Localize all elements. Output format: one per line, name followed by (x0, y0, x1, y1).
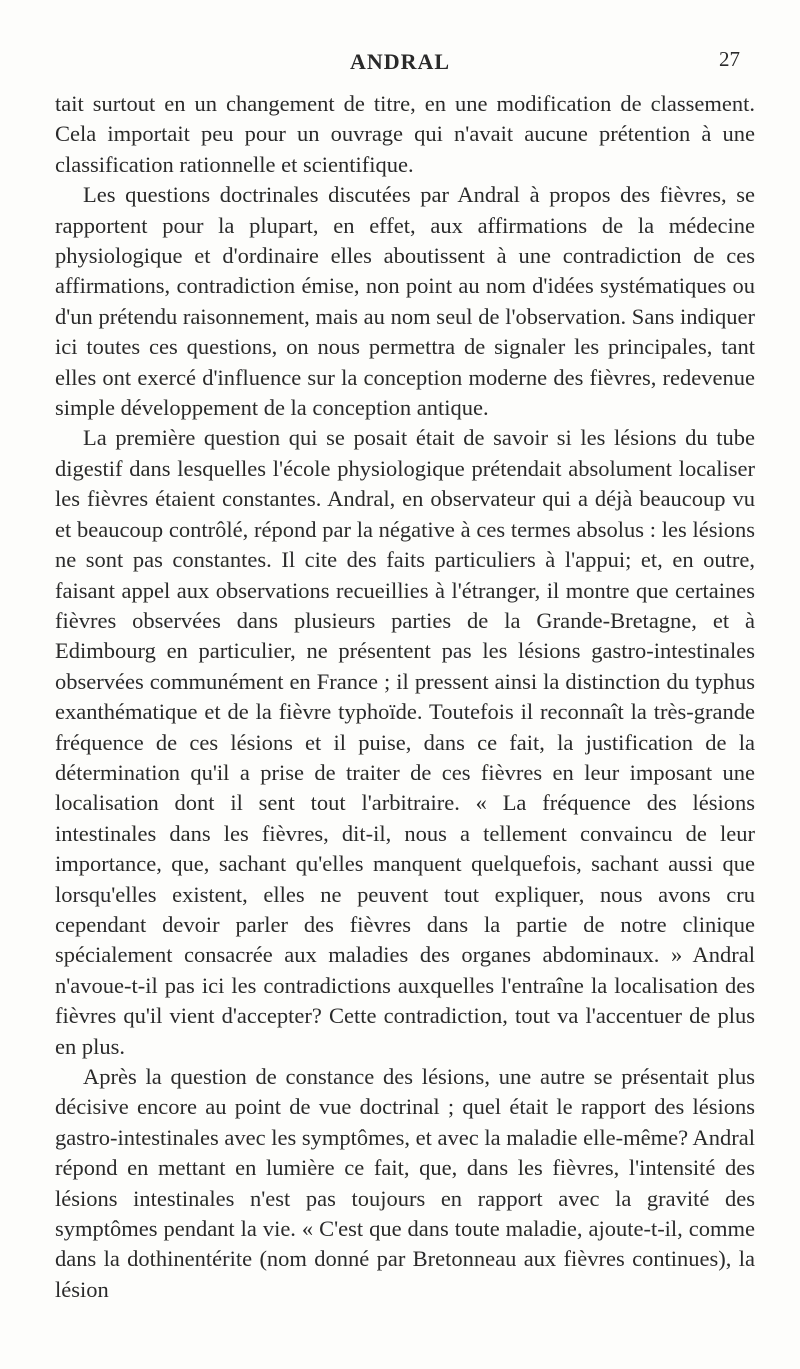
paragraph-second-question: Après la question de constance des lésions, une autre se présentait plus décisive encore au point de vue doctrinal ; quel était le rapport des lésions gastro-intestinales avec les symptômes, et avec la maladie elle-même? Andral répond en mettant en lumière ce fait, que, dans les fièvres, l'intensité des lésions intestinales n'est pas toujours en rapport avec la gravité des symptômes pendant la vie. « C'est que dans toute maladie, ajoute-t-il, comme dans la dothinentérite (nom donné par Bretonneau aux fièvres continues), la lésion (55, 1064, 755, 1302)
text-body (55, 89, 755, 1305)
paragraph-doctrinal-questions: Les questions doctrinales discutées par Andral à propos des fièvres, se rapportent pour la plupart, en effet, aux affirmations de la médecine physiologique et d'ordinaire elles aboutissent à une contradiction de ces affirmations, contradiction émise, non point au nom d'idées systématiques ou d'un prétendu raisonnement, mais au nom seul de l'observation. Sans indiquer ici toutes ces questions, on nous permettra de signaler les principales, tant elles ont exercé d'influence sur la conception moderne des fièvres, redevenue simple développement de la conception antique. (55, 182, 755, 421)
page-number: 27 (719, 47, 740, 71)
paragraph-continuation: tait surtout en un changement de titre, en une modification de classement. Cela importait peu pour un ouvrage qui n'avait aucune prétention à une classification rationnelle et scientifique. (55, 91, 755, 177)
running-head (0, 47, 800, 81)
paragraph-first-question: La première question qui se posait était de savoir si les lésions du tube digestif dans lesquelles l'école physiologique prétendait absolument localiser les fièvres étaient constantes. Andral, en observateur qui a déjà beaucoup vu et beaucoup contrôlé, répond par la négative à ces termes absolus : les lésions ne sont pas constantes. Il cite des faits particuliers à l'appui; et, en outre, faisant appel aux observations recueillies à l'étranger, il montre que certaines fièvres observées dans plusieurs parties de la Grande-Bretagne, et à Edimbourg en particulier, ne présentent pas les lésions gastro-intestinales observées communément en France ; il pressent ainsi la distinction du typhus exanthématique et de la fièvre typhoïde. Toutefois il reconnaît la très-grande fréquence de ces lésions et il puise, dans ce fait, la justification de la détermination qu'il a prise de traiter de ces fièvres en leur imposant une localisation dont il sent tout l'arbitraire. « La fréquence des lésions intestinales dans les fièvres, dit-il, nous a tellement convaincu de leur importance, que, sachant qu'elles manquent quelquefois, sachant aussi que lorsqu'elles existent, elles ne peuvent tout expliquer, nous avons cru cependant devoir parler des fièvres dans la partie de notre clinique spécialement consacrée aux maladies des organes abdominaux. » Andral n'avoue-t-il pas ici les contradictions auxquelles l'entraîne la localisation des fièvres qu'il vient d'accepter? Cette contradiction, tout va l'accentuer de plus en plus. (55, 425, 755, 1059)
running-title: ANDRAL (349, 49, 451, 74)
